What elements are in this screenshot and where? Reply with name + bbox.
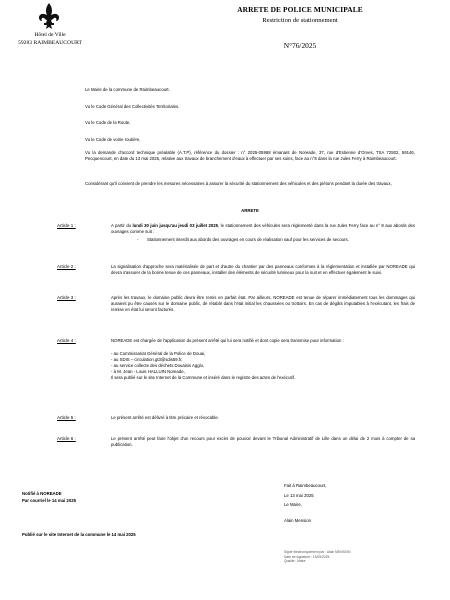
arrete-heading: ARRETE (241, 208, 259, 213)
list-item: Il sera publié sur le site Internet de la Commune et inséré dans le registre des actes de l'exécutif. (111, 375, 296, 381)
article-2-body: La signalisation d'approche sera matérialisée de part et d'autre du chantier par des panneaux conformes à la réglementation et installée par NOREADE qui devra s'assurer de la bonne tenue de ces panneaux, installer des éléments de sécurité lumineux pour la nuit et en effectuer également le suivi. (111, 264, 415, 276)
article-1-text: , le stationnement des véhicules sera réglementé dans la rue Jules Ferry face au n° 8 aux abords des ouvrages comme suit : (111, 223, 416, 235)
article-4-distribution-list (111, 351, 415, 381)
list-item: - au service collecte des déchets Douaisis Agglo, (111, 363, 205, 369)
article-1-label: Article 1 : (57, 223, 76, 228)
town-address (10, 31, 90, 47)
article-3-label: Article 3 : (57, 295, 76, 300)
notification-date: Par courriel le 14 mai 2025 (22, 498, 76, 503)
article-1-dates: lundi 30 juin jusqu'au jeudi 03 juillet 2025 (132, 223, 219, 228)
preamble-cgct: Vu le Code Général des Collectivités Territoriales. (85, 104, 180, 109)
signature-name: Alain Mension (284, 517, 311, 523)
article-1-intro: A partir du (111, 223, 133, 228)
notification-recipient: Notifié à NOREADE (22, 491, 62, 496)
fleur-de-lis-logo (37, 2, 61, 30)
e-signature-signer: Signé électroniquement par : Alain MENSION (284, 550, 351, 554)
notification-block (22, 490, 76, 504)
article-2-label: Article 2 : (57, 264, 76, 269)
town-postcode: 59283 RAIMBEAUCOURT (18, 40, 82, 47)
electronic-signature (284, 550, 351, 564)
article-5-label: Article 5 : (57, 415, 76, 420)
document-subtitle: Restriction de stationnement (262, 17, 338, 24)
article-1-bullet: - Stationnement interdit aux abords des ouvrages en cours de réalisation sauf pour les services de secours. (137, 237, 349, 243)
article-4-body (111, 338, 415, 382)
article-1-bullet-text: Stationnement interdit aux abords des ouvrages en cours de réalisation sauf pour les services de secours. (147, 237, 349, 243)
article-1-body (111, 223, 415, 243)
list-item: - au SDIS – circulation.gt3@sdis59.fr, (111, 357, 183, 363)
signature-date: Le 13 mai 2025 (284, 492, 314, 498)
signature-role: Le Maire, (284, 502, 302, 507)
document-number: N°76/2025 (283, 41, 317, 50)
list-item: - au Commissariat Général de la Police de Douai, (111, 351, 206, 357)
article-4-text: NOREADE est chargée de l'application du présent arrêté qui lui sera notifié et dont copie sera transmise pour information : (111, 338, 344, 343)
preamble-considering: Considérant qu'il convient de prendre les mesures nécessaires à assurer la sécurité du stationnement des véhicules et des piétons pendant la durée des travaux, (85, 181, 392, 186)
list-item: - à M. Jean - Louis HALLUIN Noreade, (111, 369, 185, 375)
preamble-code-route: Vu le Code de la Route, (85, 120, 131, 125)
town-hall-label: Hôtel de Ville (34, 32, 66, 38)
e-signature-role: Qualité : Maire (284, 559, 306, 564)
signature-block (284, 481, 326, 525)
preamble-code-voirie: Vu le Code de voirie routière, (85, 137, 141, 142)
preamble-mayor: Le Maire de la commune de Raimbeaucourt. (85, 87, 170, 92)
publication-notice: Publié sur le site Internet de la commune le 14 mai 2025 (22, 532, 136, 537)
preamble-request: Vu la demande d'accord technique préalable (A.T.P), référence du dossier : n° 2025-05968 émanant de Noreade, 37, rue d'Estienne d'Orves, TSA 72502, 59146, Pecquencourt, en date du 13 mai 2025, relative aux travaux de branchement d'eaux à effectuer par ses soins, face au n°8 dans la rue Jules Ferry à Raimbeaucourt. (85, 150, 415, 162)
article-3-body: Après les travaux, le domaine public devra être remis en parfait état. Par ailleurs, NOREADE est tenue de réparer immédiatement tous les dommages qui auraient pu être causés sur le domaine public, de rétablir dans l'état initial les chaussées ou trottoirs. En cas de dégâts imputables à l'exécutant, les frais de remise en état lui seront facturés. (111, 295, 415, 313)
article-4-label: Article 4 : (57, 338, 76, 343)
article-6-body: Le présent arrêté peut faire l'objet d'un recours pour excès de pouvoir devant le Tribunal Administratif de Lille dans un délai de 2 mois à compter de sa publication. (111, 436, 415, 448)
e-signature-date: Date de signature : 13/05/2025 (284, 554, 330, 559)
signature-place: Fait à Raimbeaucourt, (284, 483, 327, 488)
article-6-label: Article 6 : (57, 436, 76, 441)
article-5-body: Le présent arrêté est délivré à titre précaire et révocable. (111, 415, 219, 420)
document-title: ARRETE DE POLICE MUNICIPALE (237, 5, 363, 14)
